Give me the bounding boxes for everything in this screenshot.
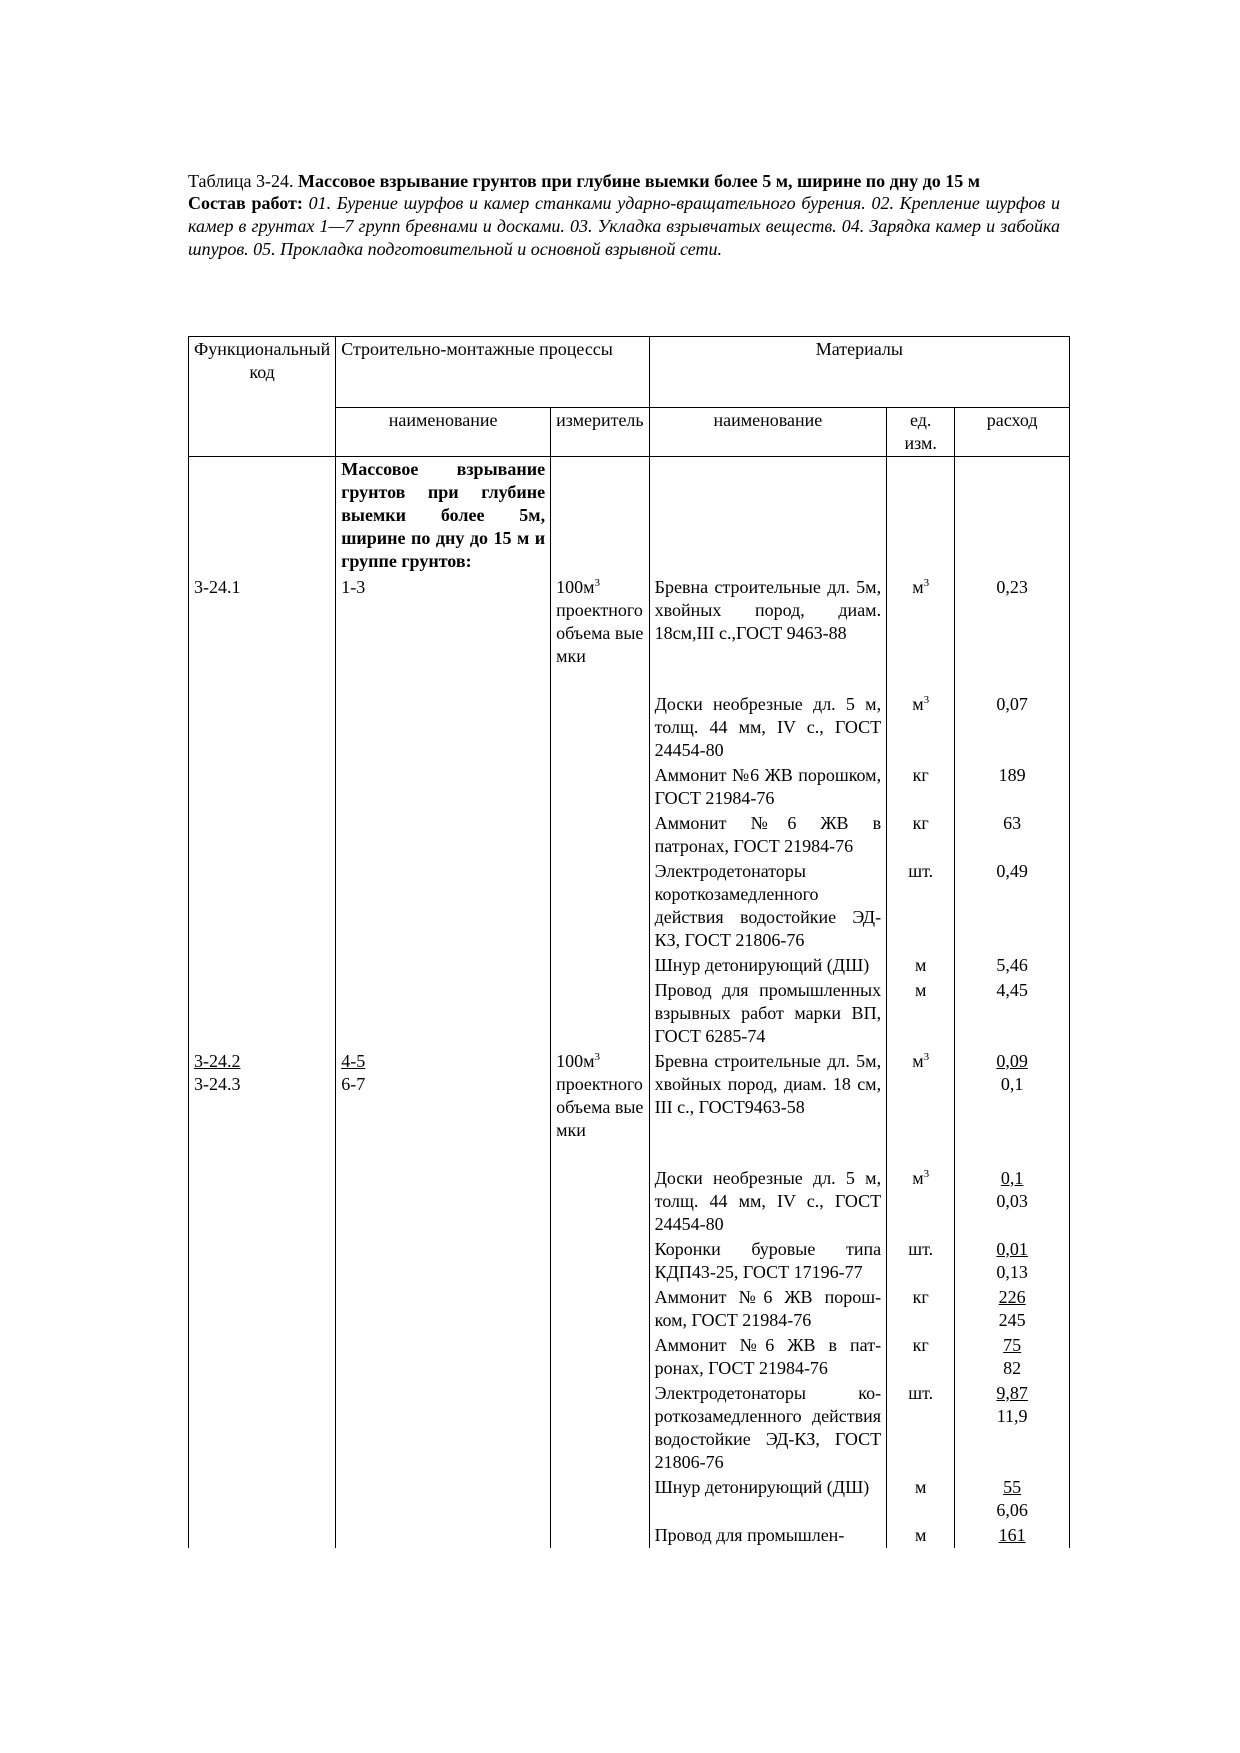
material-rate: 4,45	[955, 978, 1070, 1049]
header-mat-unit: ед. изм.	[887, 408, 955, 457]
material-rate: 63	[955, 811, 1070, 859]
material-rate: 226 245	[955, 1285, 1070, 1333]
group2-soil: 4-5 6-7	[336, 1049, 551, 1548]
material-unit: $м^3$	[887, 1120, 955, 1237]
header-row-1	[189, 337, 1070, 408]
section-row	[189, 457, 1070, 575]
material-unit: $м^3$	[887, 1049, 955, 1120]
material-name: Провод для промышлен-	[649, 1523, 886, 1548]
material-unit: шт.	[887, 1237, 955, 1285]
composition-text: 01. Бурение шурфов и камер станками ударно-вращательного бурения. 02. Крепление шурфов и камер в грунтах 1—7 групп бревнами и досками. 03. Укладка взрывчатых веществ. 04. Зарядка камер и забойка шпуров. 05. Прокладка подготовительной и основной взрывной сети.	[188, 193, 1060, 259]
document-header	[188, 170, 1060, 261]
material-unit: $м^3$	[887, 575, 955, 646]
material-unit: кг	[887, 763, 955, 811]
table-caption	[188, 170, 1060, 192]
header-processes: Строительно-монтажные процессы	[336, 337, 649, 408]
material-name: Доски необрезные дл. 5 м, толщ. 44 мм, IV с., ГОСТ 24454-80	[649, 1120, 886, 1237]
material-unit: м	[887, 1523, 955, 1548]
material-unit: м	[887, 978, 955, 1049]
group2-code: 3-24.2 3-24.3	[189, 1049, 336, 1548]
header-materials: Материалы	[649, 337, 1069, 408]
material-name: Доски необрезные дл. 5 м, толщ. 44 мм, IV с., ГОСТ 24454-80	[649, 646, 886, 763]
material-rate: 0,09 0,1	[955, 1049, 1070, 1120]
material-name: Аммонит №6 ЖВ в пат-ронах, ГОСТ 21984-76	[649, 1333, 886, 1381]
material-unit: шт.	[887, 859, 955, 953]
material-name: Шнур детонирующий (ДШ)	[649, 953, 886, 978]
group1-soil: 1-3	[336, 575, 551, 1049]
material-unit: кг	[887, 811, 955, 859]
material-rate: 0,01 0,13	[955, 1237, 1070, 1285]
material-unit: м	[887, 953, 955, 978]
header-code: Функциональный код	[189, 337, 336, 457]
material-name: Коронки буровые типа КДП43-25, ГОСТ 17196-77	[649, 1237, 886, 1285]
material-rate: 0,1 0,03	[955, 1120, 1070, 1237]
material-unit: $м^3$	[887, 646, 955, 763]
material-rate: 161	[955, 1523, 1070, 1548]
material-unit: кг	[887, 1285, 955, 1333]
material-name: Электродетонаторы ко-роткозамедленного действия водостойкие ЭД-КЗ, ГОСТ 21806-76	[649, 1381, 886, 1475]
table-row	[189, 1049, 1070, 1120]
header-mat-rate: расход	[955, 408, 1070, 457]
caption-prefix: Таблица 3-24.	[188, 171, 298, 191]
material-rate: 5,46	[955, 953, 1070, 978]
material-name: Аммонит №6 ЖВ порош-ком, ГОСТ 21984-76	[649, 1285, 886, 1333]
header-proc-name: наименование	[336, 408, 551, 457]
material-rate: 189	[955, 763, 1070, 811]
material-rate: 0,07	[955, 646, 1070, 763]
group2-unit: $100м^3$ проектного объема выемки	[551, 1049, 650, 1548]
materials-table	[188, 336, 1070, 1548]
material-name: Бревна строительные дл. 5м, хвойных пород, диам. 18см,III с.,ГОСТ 9463-88	[649, 575, 886, 646]
material-rate: 75 82	[955, 1333, 1070, 1381]
section-title: Массовое взрывание грунтов при глубине выемки более 5м, ширине по дну до 15 м и группе грунтов:	[336, 457, 551, 575]
material-rate: 55 6,06	[955, 1475, 1070, 1523]
material-name: Бревна строительные дл. 5м, хвойных пород, диам. 18 см, III с., ГОСТ9463-58	[649, 1049, 886, 1120]
group1-code: 3-24.1	[189, 575, 336, 1049]
group1-unit: $100м^3$ проектного объема выемки	[551, 575, 650, 1049]
material-rate: 0,23	[955, 575, 1070, 646]
material-unit: кг	[887, 1333, 955, 1381]
header-mat-name: наименование	[649, 408, 886, 457]
composition-label: Состав работ:	[188, 193, 309, 213]
material-rate: 0,49	[955, 859, 1070, 953]
header-proc-unit: измеритель	[551, 408, 650, 457]
material-unit: м	[887, 1475, 955, 1523]
caption-title: Массовое взрывание грунтов при глубине выемки более 5 м, ширине по дну до 15 м	[297, 171, 981, 191]
material-name: Электродетонаторы короткозамедленного действия водостойкие ЭД-КЗ, ГОСТ 21806-76	[649, 859, 886, 953]
material-name: Провод для промышленных взрывных работ марки ВП, ГОСТ 6285-74	[649, 978, 886, 1049]
material-unit: шт.	[887, 1381, 955, 1475]
work-composition	[188, 192, 1060, 261]
material-name: Шнур детонирующий (ДШ)	[649, 1475, 886, 1523]
material-name: Аммонит №6 ЖВ порошком, ГОСТ 21984-76	[649, 763, 886, 811]
material-rate: 9,87 11,9	[955, 1381, 1070, 1475]
material-name: Аммонит №6 ЖВ в патронах, ГОСТ 21984-76	[649, 811, 886, 859]
table-row	[189, 575, 1070, 646]
